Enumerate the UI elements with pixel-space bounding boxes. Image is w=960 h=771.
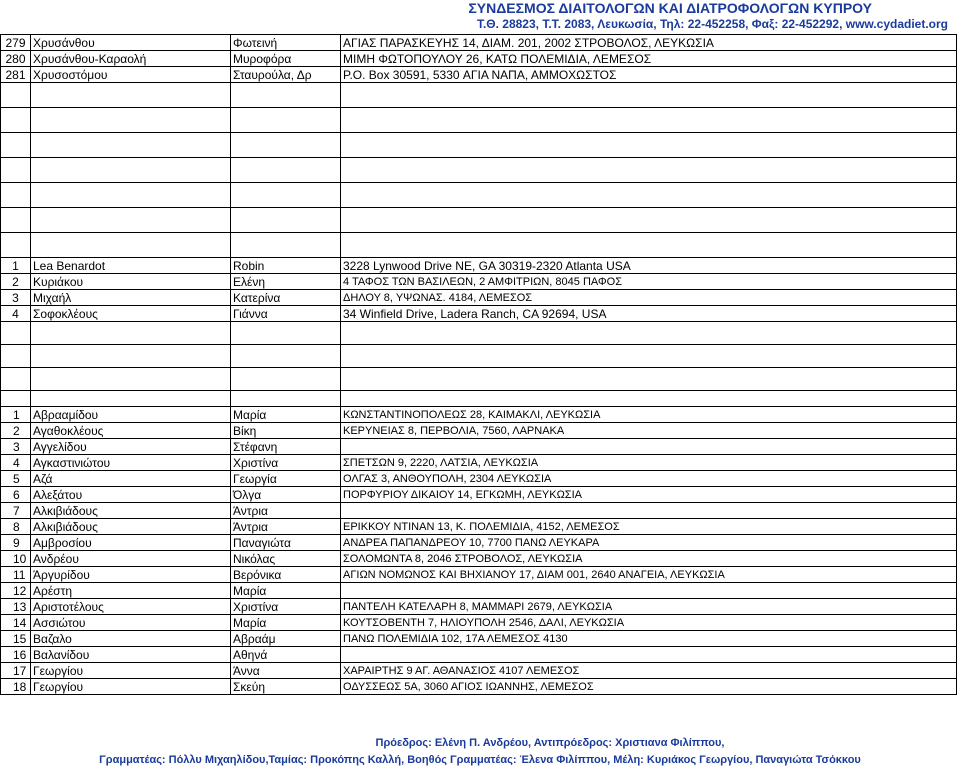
address-cell: P.O. Box 30591, 5330 ΑΓΙΑ ΝΑΠΑ, ΑΜΜΟΧΩΣΤΟΣ [341,67,957,83]
empty-row [1,158,957,183]
table-row [1,679,957,695]
first-name-cell: Μαρία [231,407,341,423]
first-name-cell: Βίκη [231,423,341,439]
first-name-cell: Χριστίνα [231,455,341,471]
table-row [1,647,957,663]
first-name-cell: Άντρια [231,503,341,519]
row-number: 11 [1,567,31,583]
empty-cell [1,183,31,208]
address-cell: ΑΓΙΑΣ ΠΑΡΑΣΚΕΥΗΣ 14, ΔΙΑΜ. 201, 2002 ΣΤΡΟΒΟΛΟΣ, ΛΕΥΚΩΣΙΑ [341,35,957,51]
empty-cell [31,158,231,183]
surname-cell: Αριστοτέλους [31,599,231,615]
empty-cell [341,368,957,391]
surname-cell: Γεωργίου [31,663,231,679]
empty-cell [1,391,31,407]
empty-row [1,208,957,233]
address-cell [341,647,957,663]
table-row [1,583,957,599]
empty-row [1,233,957,258]
empty-cell [231,133,341,158]
empty-cell [31,183,231,208]
empty-cell [231,183,341,208]
surname-cell: Χρυσάνθου [31,35,231,51]
first-name-cell: Βερόνικα [231,567,341,583]
row-number: 17 [1,663,31,679]
row-number: 7 [1,503,31,519]
first-name-cell: Μαρία [231,583,341,599]
surname-cell: Άργυρίδου [31,567,231,583]
table-row [1,615,957,631]
surname-cell: Σοφοκλέους [31,306,231,322]
row-number: 4 [1,455,31,471]
surname-cell: Αγαθοκλέους [31,423,231,439]
empty-row [1,345,957,368]
surname-cell: Αβρααμίδου [31,407,231,423]
empty-row [1,183,957,208]
surname-cell: Αρέστη [31,583,231,599]
empty-cell [341,158,957,183]
first-name-cell: Άντρια [231,519,341,535]
empty-cell [1,208,31,233]
row-number: 280 [1,51,31,67]
address-cell: ΚΟΥΤΣΟΒΕΝΤΗ 7, ΗΛΙΟΥΠΟΛΗ 2546, ΔΑΛΙ, ΛΕΥΚΩΣΙΑ [341,615,957,631]
first-name-cell: Μυροφόρα [231,51,341,67]
empty-cell [341,183,957,208]
first-name-cell: Σταυρούλα, Δρ [231,67,341,83]
surname-cell: Κυριάκου [31,274,231,290]
first-name-cell: Αβραάμ [231,631,341,647]
address-cell: ΑΝΔΡΕΑ ΠΑΠΑΝΔΡΕΟΥ 10, 7700 ΠΑΝΩ ΛΕΥΚΑΡΑ [341,535,957,551]
table-row [1,631,957,647]
empty-cell [1,322,31,345]
address-cell: ΠΟΡΦΥΡΙΟΥ ΔΙΚΑΙΟΥ 14, ΕΓΚΩΜΗ, ΛΕΥΚΩΣΙΑ [341,487,957,503]
empty-row [1,368,957,391]
empty-cell [231,391,341,407]
table-row [1,535,957,551]
row-number: 4 [1,306,31,322]
surname-cell: Βαζαλο [31,631,231,647]
empty-cell [31,391,231,407]
empty-cell [231,322,341,345]
table-row [1,567,957,583]
surname-cell: Αζά [31,471,231,487]
row-number: 14 [1,615,31,631]
table-row [1,407,957,423]
first-name-cell: Παναγιώτα [231,535,341,551]
table-row [1,51,957,67]
row-number: 5 [1,471,31,487]
address-cell [341,439,957,455]
empty-cell [1,108,31,133]
surname-cell: Χρυσάνθου-Καραολή [31,51,231,67]
empty-cell [1,345,31,368]
footer-board-line: Πρόεδρος: Ελένη Π. Ανδρέου, Αντιπρόεδρος: Χριστιανα Φιλίππου, [375,737,725,749]
address-cell: ΜΙΜΗ ΦΩΤΟΠΟΥΛΟΥ 26, ΚΑΤΩ ΠΟΛΕΜΙΔΙΑ, ΛΕΜΕΣΟΣ [341,51,957,67]
empty-cell [31,108,231,133]
surname-cell: Ανδρέου [31,551,231,567]
empty-cell [1,368,31,391]
row-number: 281 [1,67,31,83]
empty-cell [231,108,341,133]
empty-cell [341,108,957,133]
surname-cell: Αγγελίδου [31,439,231,455]
address-cell: ΟΛΓΑΣ 3, ΑΝΘΟΥΠΟΛΗ, 2304 ΛΕΥΚΩΣΙΑ [341,471,957,487]
first-name-cell: Ελένη [231,274,341,290]
address-cell [341,503,957,519]
empty-cell [341,233,957,258]
row-number: 6 [1,487,31,503]
table-row [1,599,957,615]
empty-row [1,391,957,407]
empty-cell [341,322,957,345]
empty-cell [31,133,231,158]
address-cell: ΠΑΝΤΕΛΗ ΚΑΤΕΛΑΡΗ 8, ΜΑΜΜΑΡΙ 2679, ΛΕΥΚΩΣΙΑ [341,599,957,615]
first-name-cell: Μαρία [231,615,341,631]
first-name-cell: Robin [231,258,341,274]
row-number: 2 [1,274,31,290]
table-row [1,258,957,274]
surname-cell: Αγκαστινιώτου [31,455,231,471]
empty-row [1,83,957,108]
empty-cell [31,83,231,108]
surname-cell: Ασσιώτου [31,615,231,631]
row-number: 16 [1,647,31,663]
table-row [1,551,957,567]
row-number: 1 [1,258,31,274]
empty-cell [31,322,231,345]
empty-cell [31,345,231,368]
table-row [1,423,957,439]
row-number: 3 [1,290,31,306]
address-cell: 3228 Lynwood Drive NE, GA 30319-2320 Atlanta USA [341,258,957,274]
table-row [1,471,957,487]
empty-cell [1,233,31,258]
empty-cell [231,368,341,391]
association-name: ΣΥΝΔΕΣΜΟΣ ΔΙΑΙΤΟΛΟΓΩΝ ΚΑΙ ΔΙΑΤΡΟΦΟΛΟΓΩΝ ΚΥΠΡΟΥ [468,0,872,16]
surname-cell: Αλκιβιάδους [31,503,231,519]
address-cell: ΟΔΥΣΣΕΩΣ 5Α, 3060 ΑΓΙΟΣ ΙΩΑΝΝΗΣ, ΛΕΜΕΣΟΣ [341,679,957,695]
empty-cell [1,83,31,108]
empty-cell [341,208,957,233]
row-number: 3 [1,439,31,455]
surname-cell: Αμβροσίου [31,535,231,551]
address-cell: 34 Winfield Drive, Ladera Ranch, CA 92694, USA [341,306,957,322]
empty-cell [31,233,231,258]
first-name-cell: Χριστίνα [231,599,341,615]
empty-cell [231,345,341,368]
empty-cell [341,83,957,108]
table-row [1,503,957,519]
address-cell: ΔΗΛΟΥ 8, ΥΨΩΝΑΣ. 4184, ΛΕΜΕΣΟΣ [341,290,957,306]
surname-cell: Βαλανίδου [31,647,231,663]
empty-cell [1,158,31,183]
empty-cell [341,391,957,407]
surname-cell: Χρυσοστόμου [31,67,231,83]
surname-cell: Αλκιβιάδους [31,519,231,535]
first-name-cell: Όλγα [231,487,341,503]
table-row [1,306,957,322]
row-number: 15 [1,631,31,647]
first-name-cell: Κατερίνα [231,290,341,306]
empty-row [1,322,957,345]
address-cell: ΠΑΝΩ ΠΟΛΕΜΙΔΙΑ 102, 17Α ΛΕΜΕΣΟΣ 4130 [341,631,957,647]
first-name-cell: Γεωργία [231,471,341,487]
address-cell: ΚΩΝΣΤΑΝΤΙΝΟΠΟΛΕΩΣ 28, ΚΑΙΜΑΚΛΙ, ΛΕΥΚΩΣΙΑ [341,407,957,423]
address-cell: 4 ΤΑΦΟΣ ΤΩΝ ΒΑΣΙΛΕΩΝ, 2 ΑΜΦΙΤΡΙΩΝ, 8045 ΠΑΦΟΣ [341,274,957,290]
table-row [1,67,957,83]
row-number: 12 [1,583,31,599]
address-cell: ΣΟΛΟΜΩΝΤΑ 8, 2046 ΣΤΡΟΒΟΛΟΣ, ΛΕΥΚΩΣΙΑ [341,551,957,567]
footer [0,735,960,769]
empty-cell [231,208,341,233]
empty-row [1,108,957,133]
first-name-cell: Άννα [231,663,341,679]
first-name-cell: Γιάννα [231,306,341,322]
empty-cell [31,208,231,233]
row-number: 9 [1,535,31,551]
empty-cell [1,133,31,158]
members-table [0,34,957,695]
table-row [1,290,957,306]
table-row [1,663,957,679]
empty-cell [231,83,341,108]
row-number: 10 [1,551,31,567]
surname-cell: Lea Benardot [31,258,231,274]
surname-cell: Μιχαήλ [31,290,231,306]
surname-cell: Αλεξάτου [31,487,231,503]
table-row [1,439,957,455]
table-row [1,455,957,471]
empty-cell [341,133,957,158]
association-contact: Τ.Θ. 28823, Τ.Τ. 2083, Λευκωσία, Τηλ: 22-452258, Φαξ: 22-452292, www.cydadiet.org [476,17,948,31]
row-number: 8 [1,519,31,535]
row-number: 13 [1,599,31,615]
empty-cell [31,368,231,391]
first-name-cell: Φωτεινή [231,35,341,51]
first-name-cell: Νικόλας [231,551,341,567]
row-number: 1 [1,407,31,423]
table-row [1,274,957,290]
address-cell: ΑΓΙΩΝ ΝΟΜΩΝΟΣ ΚΑΙ ΒΗΧΙΑΝΟΥ 17, ΔΙΑΜ 001, 2640 ΑΝΑΓΕΙΑ, ΛΕΥΚΩΣΙΑ [341,567,957,583]
empty-cell [231,233,341,258]
row-number: 279 [1,35,31,51]
first-name-cell: Σκεύη [231,679,341,695]
letterhead [0,0,960,32]
footer-officers-line: Γραμματέας: Πόλλυ Μιχαηλίδου,Ταμίας: Προκόπης Καλλή, Βοηθός Γραμματέας: Έλενα Φιλίππου, Μέλη: Κυριάκος Γεωργίου, Παναγιώτα Τσόκκου [99,754,861,766]
address-cell [341,583,957,599]
first-name-cell: Αθηνά [231,647,341,663]
table-row [1,519,957,535]
first-name-cell: Στέφανη [231,439,341,455]
table-row [1,487,957,503]
row-number: 18 [1,679,31,695]
address-cell: ΧΑΡΑΙΡΤΗΣ 9 ΑΓ. ΑΘΑΝΑΣΙΟΣ 4107 ΛΕΜΕΣΟΣ [341,663,957,679]
row-number: 2 [1,423,31,439]
empty-row [1,133,957,158]
empty-cell [231,158,341,183]
surname-cell: Γεωργίου [31,679,231,695]
address-cell: ΣΠΕΤΣΩΝ 9, 2220, ΛΑΤΣΙΑ, ΛΕΥΚΩΣΙΑ [341,455,957,471]
address-cell: ΕΡΙΚΚΟΥ ΝΤΙΝΑΝ 13, Κ. ΠΟΛΕΜΙΔΙΑ, 4152, ΛΕΜΕΣΟΣ [341,519,957,535]
empty-cell [341,345,957,368]
address-cell: ΚΕΡΥΝΕΙΑΣ 8, ΠΕΡΒΟΛΙΑ, 7560, ΛΑΡΝΑΚΑ [341,423,957,439]
table-row [1,35,957,51]
